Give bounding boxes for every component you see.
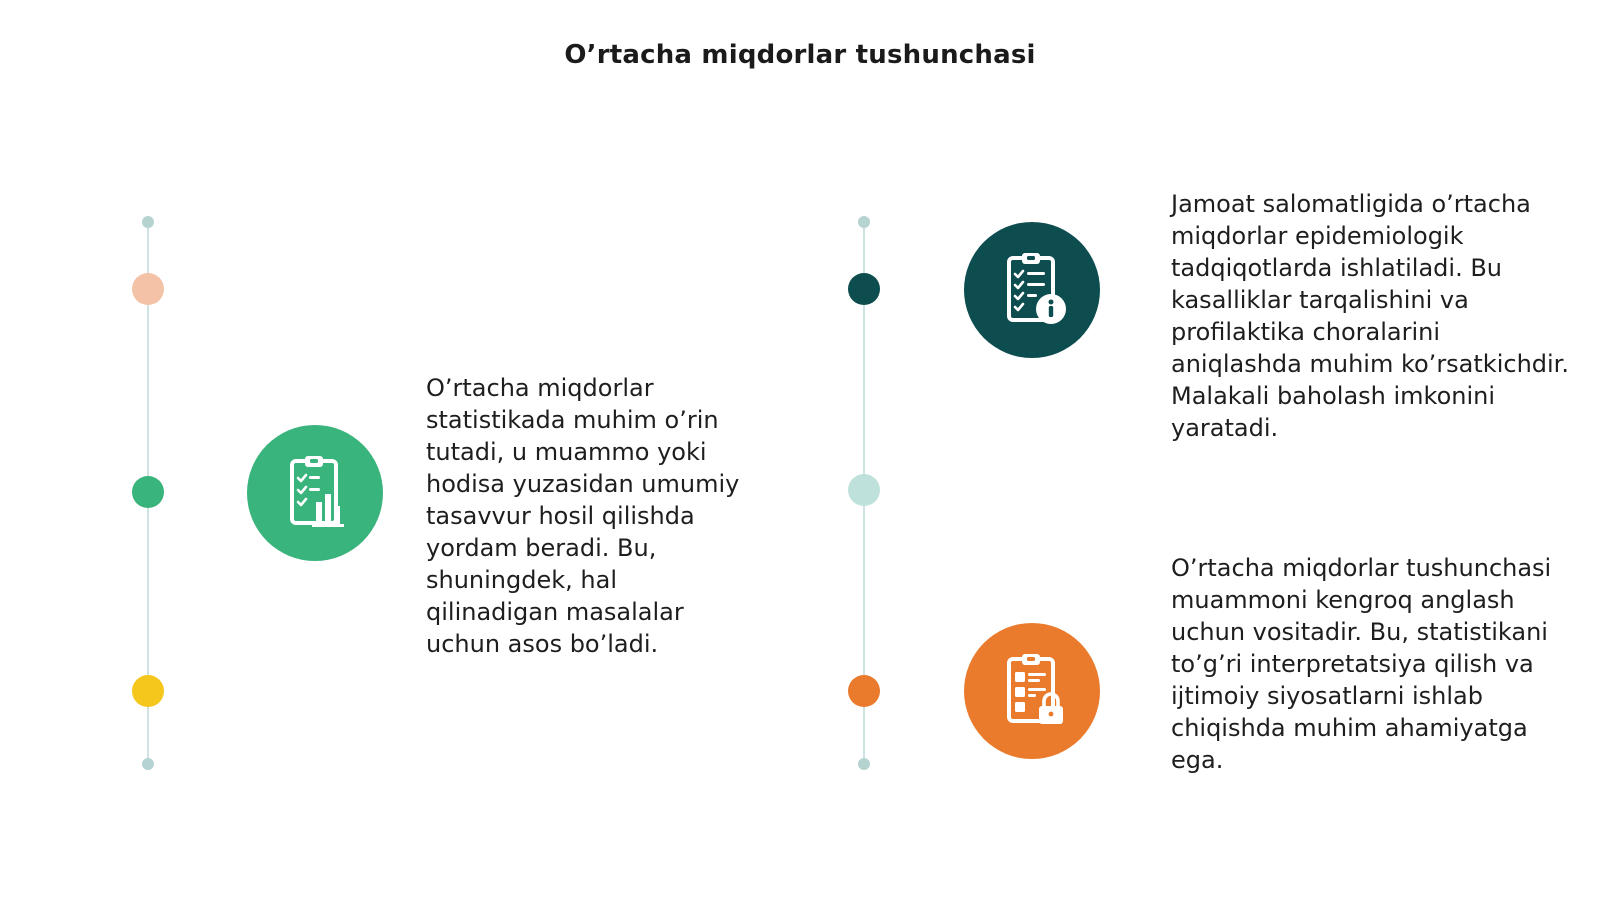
right-timeline-dot-dark-teal xyxy=(848,273,880,305)
clipboard-info-icon xyxy=(987,245,1077,335)
item-3-text: O’rtacha miqdorlar tushunchasi muammoni kengroq anglash uchun vositadir. Bu, statistikani to’g’ri interpretatsiya qilish va ijtimoiy siyosatlarni ishlab chiqishda muhim ahamiyatga ega. xyxy=(1171,554,1552,774)
item-1-icon-circle xyxy=(247,425,383,561)
left-timeline-dot-peach xyxy=(132,273,164,305)
left-timeline-top-end xyxy=(142,216,154,228)
right-timeline-bottom-end xyxy=(858,758,870,770)
right-timeline-dot-light-teal xyxy=(848,474,880,506)
left-timeline-bottom-end xyxy=(142,758,154,770)
right-timeline-top-end xyxy=(858,216,870,228)
slide-title: O’rtacha miqdorlar tushunchasi xyxy=(564,40,1036,70)
item-2-icon-circle xyxy=(964,222,1100,358)
left-timeline-dot-green xyxy=(132,476,164,508)
clipboard-chart-icon xyxy=(270,448,360,538)
right-timeline-dot-orange xyxy=(848,675,880,707)
left-timeline-dot-yellow xyxy=(132,675,164,707)
clipboard-lock-icon xyxy=(987,646,1077,736)
item-2-text: Jamoat salomatligida o’rtacha miqdorlar epidemiologik tadqiqotlarda ishlatiladi. Bu kasalliklar tarqalishini va profilaktika choralarini aniqlashda muhim ko’rsatkichdir. Malakali baholash imkonini yaratadi. xyxy=(1171,190,1569,442)
item-3-icon-circle xyxy=(964,623,1100,759)
item-1-text: O’rtacha miqdorlar statistikada muhim o’rin tutadi, u muammo yoki hodisa yuzasidan umumiy tasavvur hosil qilishda yordam beradi. Bu, shuningdek, hal qilinadigan masalalar uchun asos bo’ladi. xyxy=(426,374,740,658)
